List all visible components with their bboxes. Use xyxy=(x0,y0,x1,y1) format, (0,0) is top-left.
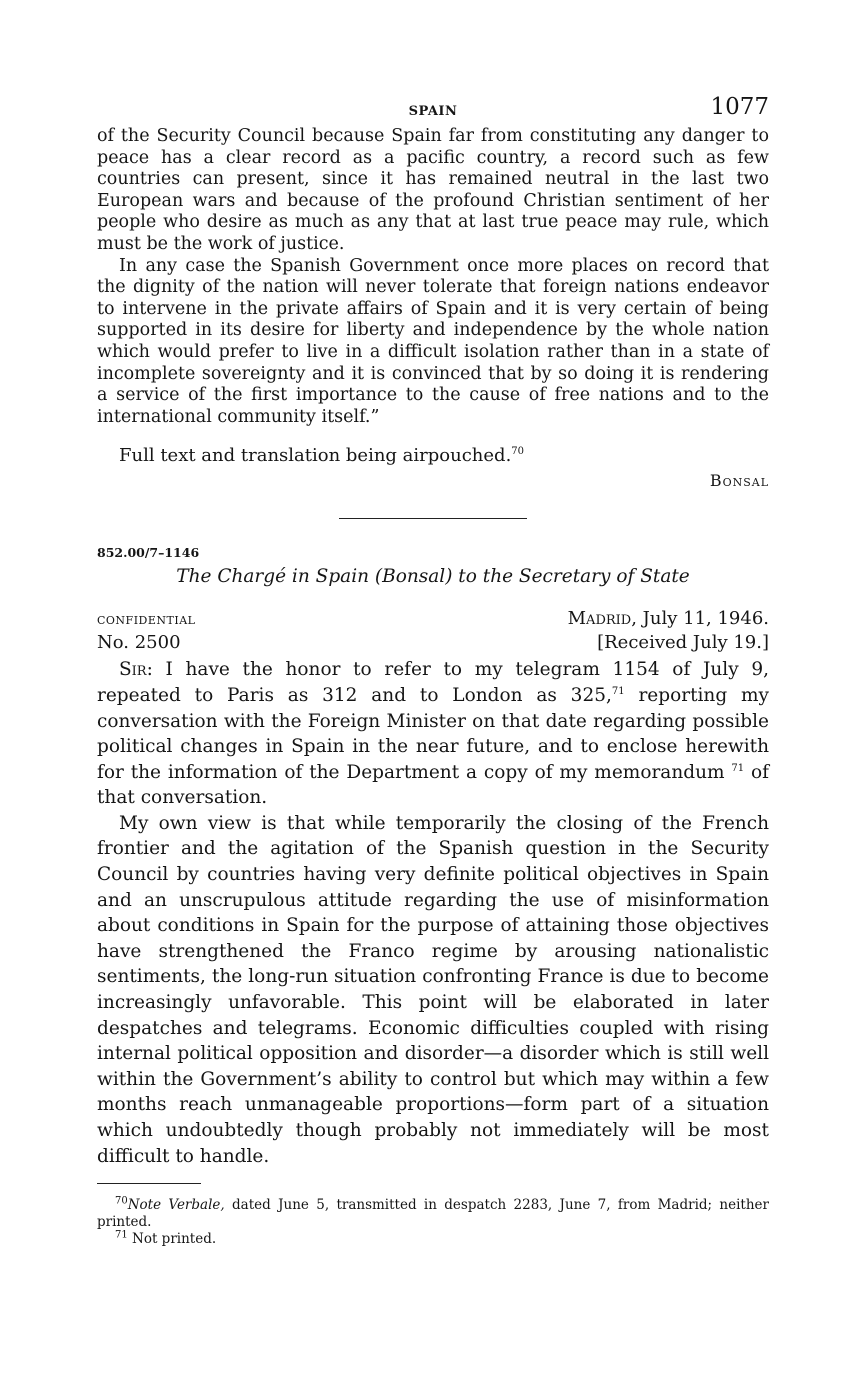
footnotes xyxy=(97,1197,769,1248)
document-title: The Chargé in Spain (Bonsal) to the Secretary of State xyxy=(176,566,690,588)
dateline-row xyxy=(97,607,769,631)
quote-paragraph-2: In any case the Spanish Government once more places on record that the dignity of the nation will never tolerate that foreign nations endeavor to intervene in the private affairs of Spain and it is very certain of being supported in its desire for liberty and independence by the whole nation which would prefer to live in a difficult isolation rather than in a state of incomplete sovereignty and it is convinced that by so doing it is rendering a service of the first importance to the cause of free nations and to the international community itself.” xyxy=(97,255,769,427)
footnote-number: 71 xyxy=(115,1229,128,1241)
quote-paragraph-1: of the Security Council because Spain far from constituting any danger to peace has a clear record as a pacific country, a record such as few countries can present, since it has remained neutral in the last two European wars and because of the profound Christian sentiment of her people who desire as much as any that at last true peace may rule, which must be the work of justice. xyxy=(97,126,769,254)
despatch-number: No. 2500 xyxy=(97,632,181,654)
body-paragraph-1-b: reporting my conversation with the Foreign Minister on that date regarding possible political changes in Spain in the near future, and to enclose herewith for the information of the Department a copy of my memorandum xyxy=(97,684,769,783)
telegram-quote xyxy=(97,126,769,428)
footnote-ref-71-second: 71 xyxy=(731,762,745,774)
file-number: 852.00/7–1146 xyxy=(97,545,200,561)
number-row xyxy=(97,631,769,655)
body-paragraph-2: My own view is that while temporarily the closing of the French frontier and the agitation of the Spanish question in the Security Council by countries having very definite political objectives in Spain and an unscrupulous attitude regarding the use of misinformation about conditions in Spain for the purpose of attaining those objectives have strengthened the Franco regime by arousing nationalistic sentiments, the long-run situation confronting France is due to become increasingly unfavorable. This point will be elaborated in later despatches and telegrams. Economic difficulties coupled with rising internal political opposition and disorder—a disorder which is still well within the Government’s ability to control but which may within a few months reach unmanageable proportions—form part of a situation which undoubtedly though probably not immediately will be most difficult to handle. xyxy=(97,812,769,1167)
footnote-number: 70 xyxy=(115,1195,128,1207)
classification: confidential xyxy=(97,610,196,629)
despatch-body xyxy=(97,657,769,1169)
section-divider xyxy=(339,518,527,519)
footnote-70 xyxy=(97,1197,769,1231)
footnote-text: Not printed. xyxy=(127,1231,217,1248)
footnote-divider xyxy=(97,1183,201,1184)
page-header xyxy=(97,92,769,126)
body-paragraph-1-c: of that conversation. xyxy=(97,761,769,809)
footnote-ref-71: 71 xyxy=(611,685,625,697)
airpouch-note xyxy=(97,444,769,468)
date: , July 11, 1946. xyxy=(631,608,769,630)
footnote-ref-70: 70 xyxy=(511,446,525,458)
page-number: 1077 xyxy=(710,94,769,120)
received-date: [Received July 19.] xyxy=(597,632,769,654)
footnote-71 xyxy=(97,1231,769,1248)
body-paragraph-1-a: : I have the honor to refer to my telegram 1154 of July 9, repeated to Paris as 312 and to London as 325, xyxy=(97,659,769,706)
dateline xyxy=(568,607,769,631)
airpouch-note-text: Full text and translation being airpouched. xyxy=(119,445,512,467)
footnote-emphasis: Note Verbale, xyxy=(127,1197,225,1214)
document-page xyxy=(97,92,769,1248)
signature: Bonsal xyxy=(709,471,769,491)
salutation: Sir xyxy=(119,659,147,681)
running-head: SPAIN xyxy=(408,104,458,119)
body-paragraph-1 xyxy=(97,657,769,811)
place: Madrid xyxy=(567,608,632,630)
footnote-text: dated June 5, transmitted in despatch 2283, June 7, from Madrid; neither printed. xyxy=(97,1197,769,1231)
